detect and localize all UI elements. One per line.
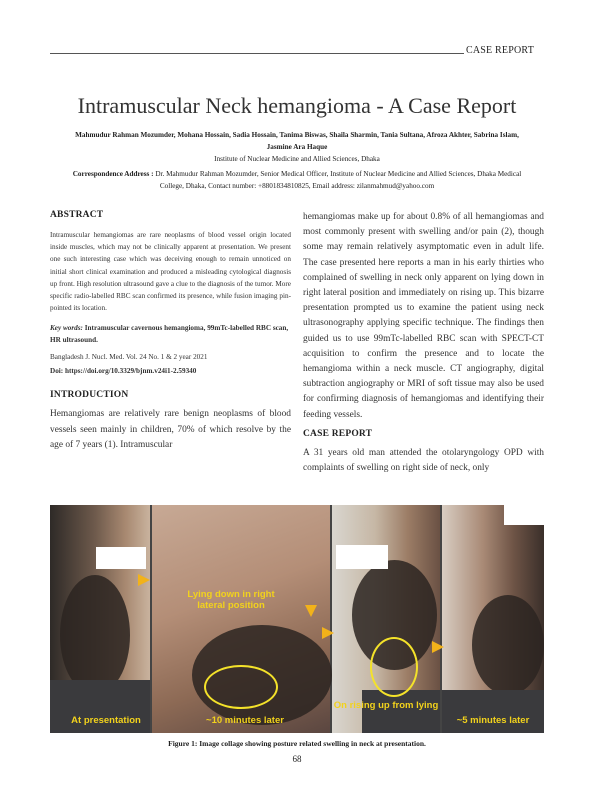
case-report-heading: CASE REPORT: [303, 428, 373, 439]
swelling-oval: [370, 637, 418, 697]
correspondence-text: Dr. Mahmudur Rahman Mozumder, Senior Medical Officer, Institute of Nuclear Medicine and Allied Sciences, Dhaka Medical College, Dhaka, Contact number: +8801834810825, Email address: zilanmahmud@yahoo.com: [155, 170, 522, 190]
keywords-label: Key words:: [50, 324, 83, 333]
arrow-down-icon: [305, 605, 317, 617]
label-ten-minutes: ~10 minutes later: [206, 715, 284, 726]
privacy-mask: [336, 545, 388, 569]
section-label: CASE REPORT: [466, 45, 535, 56]
swelling-oval: [204, 665, 278, 709]
introduction-heading: INTRODUCTION: [50, 390, 129, 401]
author-list: Mahmudur Rahman Mozumder, Mohana Hossain, Sadia Hossain, Tanima Biswas, Shaila Sharmin, Tania Sultana, Afroza Akhter, Sabrina Islam, Jasmine Ara Haque: [75, 131, 519, 151]
figure-collage: [50, 505, 544, 733]
photo-lying-down: [152, 505, 330, 733]
introduction-text-left: Hemangiomas are relatively rare benign neoplasms of blood vessels seen mainly in children, 70% of which resolve by the age of 7 years (1). Intramuscular: [50, 409, 291, 450]
privacy-mask: [96, 547, 146, 569]
left-column: [50, 210, 291, 453]
affiliation: Institute of Nuclear Medicine and Allied Sciences, Dhaka: [214, 155, 380, 163]
arrow-right-icon: [432, 641, 444, 653]
shirt-shape: [362, 690, 440, 733]
abstract-text: Intramuscular hemangiomas are rare neoplasms of blood vessel origin located inside muscles, which may not be clinically apparent at presentation. We present one such interesting case which was deceiving enough to remain unnoticed on initial short clinical examination and produced a misleading cytological diagnosis up front. High resolution ultrasound gave a clue to the diagnosis of the tumor. More specific radio-labelled RBC scan confirmed its presence, while fusion imaging pin-pointed its location.: [50, 231, 291, 313]
keywords-text: Intramuscular cavernous hemangioma, 99mTc-labelled RBC scan, HR ultrasound.: [50, 324, 289, 345]
photo-on-rising: [332, 505, 440, 733]
arrow-right-icon: [322, 627, 334, 639]
right-column: [303, 210, 544, 476]
keywords: [50, 322, 291, 346]
privacy-mask: [504, 505, 544, 525]
introduction-text-right: hemangiomas make up for about 0.8% of all hemangiomas and most commonly present with swelling and/or pain (2), though some may remain relatively asymptomatic even in adult life. The case presented here reports a man in his early thirties who complained of swelling in neck only apparent on lying down in right lateral position and immediately on rising up. This bizarre presentation prompted us to examine the patient using neck ultrasonography applying specific technique. The findings then guided us to use 99mTc-labelled RBC scan with SPECT-CT acquisition to confirm the presence and to locate the hemangioma within a neck muscle. CT angiography, digital subtraction angiography or MRI of soft tissue may also be used for confirming diagnosis of hemangiomas and identifying their feeding vessels.: [303, 212, 544, 420]
beard-shape: [472, 595, 544, 695]
doi-link[interactable]: Doi: https://doi.org/10.3329/bjnm.v24i1-2.59340: [50, 367, 197, 376]
label-at-presentation: At presentation: [71, 715, 141, 726]
figure-caption: Figure 1: Image collage showing posture related swelling in neck at presentation.: [168, 739, 426, 748]
label-on-rising: On rising up from lying: [333, 700, 439, 711]
photo-five-minutes: [442, 505, 544, 733]
shirt-shape: [442, 690, 544, 733]
photo-at-presentation: [50, 505, 150, 733]
paper-title: Intramuscular Neck hemangioma - A Case Report: [77, 93, 517, 118]
label-five-minutes: ~5 minutes later: [456, 715, 530, 726]
correspondence: [60, 168, 534, 192]
abstract-heading: ABSTRACT: [50, 210, 104, 220]
correspondence-label: Correspondence Address :: [72, 170, 154, 178]
header-rule: [50, 53, 464, 54]
case-report-text: A 31 years old man attended the otolaryngology OPD with complaints of swelling on right side of neck, only: [303, 447, 544, 474]
beard-shape: [60, 575, 130, 695]
arrow-right-icon: [138, 574, 150, 586]
citation: Bangladesh J. Nucl. Med. Vol. 24 No. 1 & 2 year 2021: [50, 353, 208, 362]
page-number: 68: [292, 754, 302, 764]
label-lying-down: Lying down in right lateral position: [187, 589, 275, 611]
